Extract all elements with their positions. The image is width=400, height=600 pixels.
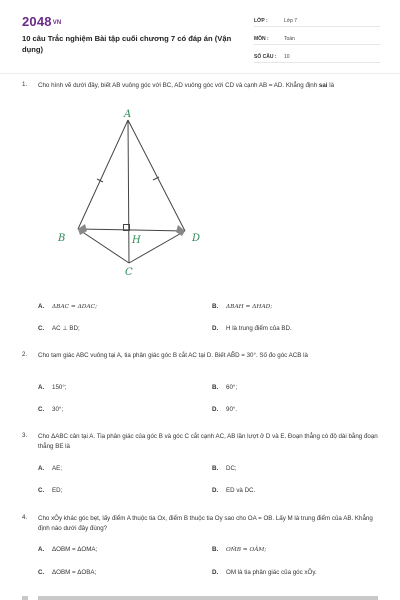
question-text-bold: sai bbox=[318, 82, 328, 89]
question-number: 1. bbox=[22, 81, 28, 88]
option-label: B. bbox=[212, 546, 219, 553]
question-text-prefix: Cho hình vẽ dưới đây, biết AB vuông góc với BC, AD vuông góc với CD và cạnh AB = AD. Khẳng định bbox=[38, 82, 319, 89]
option-b[interactable] bbox=[212, 546, 266, 553]
option-text: 30°; bbox=[52, 406, 64, 413]
option-d[interactable] bbox=[212, 325, 292, 332]
question-number: 3. bbox=[22, 432, 28, 439]
option-label: D. bbox=[212, 325, 219, 332]
option-c[interactable] bbox=[38, 569, 96, 576]
option-text: AE; bbox=[52, 465, 62, 472]
option-text: OM̂B = OÂM; bbox=[226, 547, 267, 553]
meta-row-subject bbox=[254, 33, 380, 45]
option-text: ΔOBM = ΔOBA; bbox=[52, 569, 97, 576]
option-text: 90°. bbox=[226, 406, 238, 413]
label-d: D bbox=[192, 233, 201, 244]
option-label: A. bbox=[38, 546, 45, 553]
option-label: A. bbox=[38, 465, 45, 472]
question-3 bbox=[22, 432, 382, 502]
option-c[interactable] bbox=[38, 487, 62, 494]
question-number: 4. bbox=[22, 514, 28, 521]
option-label: B. bbox=[212, 384, 219, 391]
option-text: ED và DC. bbox=[226, 487, 256, 494]
meta-panel bbox=[254, 15, 380, 69]
option-a[interactable] bbox=[38, 546, 97, 553]
page-title: 10 câu Trắc nghiệm Bài tập cuối chương 7 có đáp án (Vận dụng) bbox=[22, 34, 232, 54]
option-text: ΔBAH = ΔHAD; bbox=[226, 304, 273, 310]
option-text: 150°; bbox=[52, 384, 67, 391]
question-text-suffix: là bbox=[327, 82, 335, 89]
option-label: B. bbox=[212, 465, 219, 472]
question-text: Cho tam giác ABC vuông tại A, tia phân giác góc B cắt AC tại D. Biết AB̂D = 30°. Số đo góc ACB là bbox=[38, 352, 308, 359]
option-text: DC; bbox=[226, 465, 237, 472]
option-c[interactable] bbox=[38, 406, 63, 413]
question-text bbox=[38, 81, 382, 91]
option-text: H là trung điểm của BD. bbox=[226, 325, 292, 332]
option-label: B. bbox=[212, 303, 219, 310]
option-a[interactable] bbox=[38, 465, 62, 472]
segment-ab bbox=[78, 120, 128, 229]
option-text: AC ⊥ BD; bbox=[52, 325, 80, 332]
option-label: D. bbox=[212, 487, 219, 494]
meta-row-count bbox=[254, 51, 380, 63]
segment-bd bbox=[78, 229, 185, 231]
meta-value: Toán bbox=[284, 35, 295, 42]
right-angle-mark-d bbox=[176, 225, 185, 236]
option-d[interactable] bbox=[212, 487, 255, 494]
option-c[interactable] bbox=[38, 325, 80, 332]
question-number: 2. bbox=[22, 351, 28, 358]
option-label: C. bbox=[38, 406, 45, 413]
meta-row-class bbox=[254, 15, 380, 27]
next-question-cutoff bbox=[0, 592, 400, 600]
question-4 bbox=[22, 514, 382, 584]
option-a[interactable] bbox=[38, 303, 97, 310]
question-text: Cho xÔy khác góc bẹt, lấy điểm A thuộc tia Ox, điểm B thuộc tia Oy sao cho OA = OB. Lấy M là trung điểm của AB. Khẳng định nào dưới đây đúng? bbox=[38, 515, 373, 532]
logo-text: 2048 bbox=[22, 14, 52, 29]
option-b[interactable] bbox=[212, 465, 237, 472]
label-h: H bbox=[132, 235, 141, 246]
segment-ad bbox=[128, 120, 185, 231]
question-text: Cho ΔABC cân tại A. Tia phân giác của góc B và góc C cắt cạnh AC, AB lần lượt ở D và E. Đoạn thẳng có độ dài bằng đoạn thẳng BE là bbox=[38, 433, 378, 450]
option-label: D. bbox=[212, 406, 219, 413]
meta-label: LỚP : bbox=[254, 17, 268, 24]
option-a[interactable] bbox=[38, 384, 67, 391]
option-text: 60°; bbox=[226, 384, 238, 391]
logo-suffix: VN bbox=[52, 19, 62, 26]
option-d[interactable] bbox=[212, 406, 237, 413]
option-text: ΔOBM = ΔOMA; bbox=[52, 546, 98, 553]
option-label: A. bbox=[38, 384, 45, 391]
segment-bc bbox=[78, 229, 129, 263]
option-text: OM là tia phân giác của góc xÔy. bbox=[226, 569, 317, 576]
geometry-figure bbox=[50, 105, 220, 285]
site-logo[interactable] bbox=[22, 14, 61, 29]
option-label: D. bbox=[212, 569, 219, 576]
option-label: C. bbox=[38, 325, 45, 332]
option-text: ED; bbox=[52, 487, 63, 494]
meta-label: SỐ CÂU : bbox=[254, 53, 277, 60]
option-d[interactable] bbox=[212, 569, 317, 576]
question-2 bbox=[22, 351, 382, 421]
cutoff-mark bbox=[22, 596, 28, 600]
header-divider bbox=[0, 73, 400, 74]
meta-label: MÔN : bbox=[254, 35, 269, 42]
segment-ac bbox=[128, 120, 129, 263]
option-b[interactable] bbox=[212, 384, 237, 391]
meta-value: Lớp 7 bbox=[284, 17, 298, 24]
cutoff-mark bbox=[38, 596, 378, 600]
label-b: B bbox=[58, 233, 66, 244]
option-label: A. bbox=[38, 303, 45, 310]
meta-value: 10 bbox=[284, 53, 290, 60]
option-label: C. bbox=[38, 569, 45, 576]
label-c: C bbox=[125, 267, 133, 278]
option-label: C. bbox=[38, 487, 45, 494]
label-a: A bbox=[124, 109, 132, 120]
option-b[interactable] bbox=[212, 303, 272, 310]
option-text: ΔBAC = ΔDAC; bbox=[52, 304, 98, 310]
